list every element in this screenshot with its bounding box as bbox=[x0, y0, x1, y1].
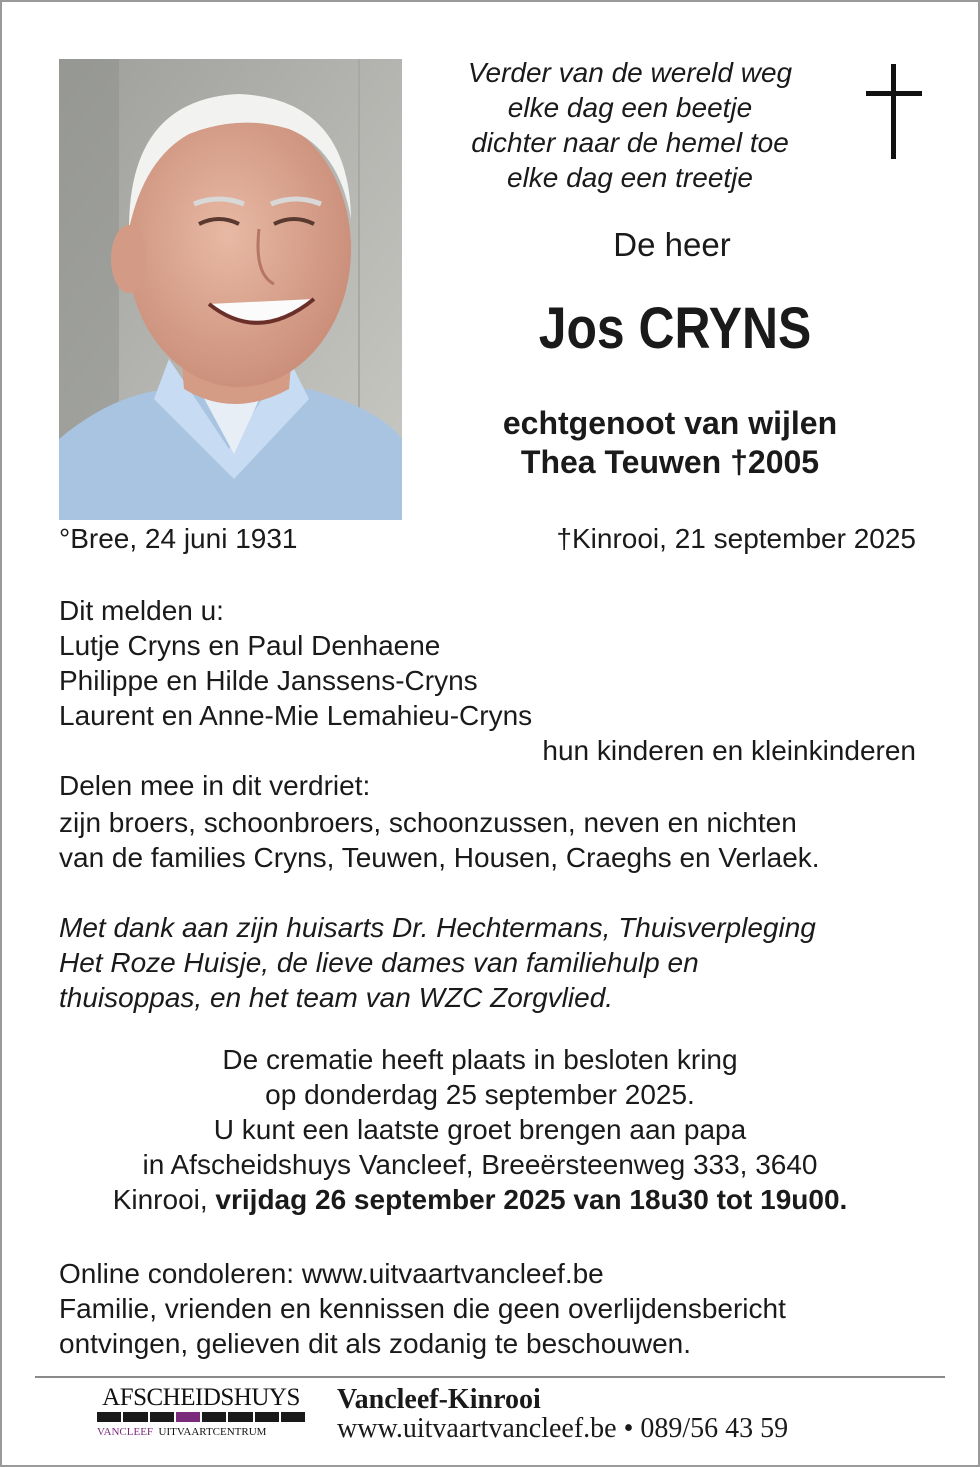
logo-subtitle bbox=[97, 1426, 305, 1438]
announcers-tail: hun kinderen en kleinkinderen bbox=[542, 735, 916, 766]
birth-date: °Bree, 24 juni 1931 bbox=[59, 523, 298, 554]
cremation-line: De crematie heeft plaats in besloten kring bbox=[222, 1044, 738, 1075]
footer-contact: www.uitvaartvancleef.be • 089/56 43 59 bbox=[337, 1413, 789, 1444]
cremation-line: op donderdag 25 september 2025. bbox=[265, 1079, 695, 1110]
online-line: ontvingen, gelieven dit als zodanig te beschouwen. bbox=[59, 1328, 691, 1359]
announcer-line: Laurent en Anne-Mie Lemahieu-Cryns bbox=[59, 700, 533, 731]
announcer-line: Lutje Cryns en Paul Denhaene bbox=[59, 630, 441, 661]
cremation-line: U kunt een laatste groet brengen aan papa bbox=[213, 1114, 747, 1145]
grief-intro: Delen mee in dit verdriet: bbox=[59, 770, 371, 801]
online-info bbox=[59, 1256, 786, 1361]
spouse-line: echtgenoot van wijlen bbox=[502, 405, 838, 441]
thanks-line: Het Roze Huisje, de lieve dames van familiehulp en bbox=[59, 947, 699, 978]
online-line: Familie, vrienden en kennissen die geen overlijdensbericht bbox=[59, 1293, 786, 1324]
cremation-place: Kinrooi, bbox=[112, 1184, 216, 1215]
thanks-line: Met dank aan zijn huisarts Dr. Hechtermans, Thuisverpleging bbox=[59, 912, 816, 943]
spouse-info bbox=[440, 404, 900, 482]
funeral-home-logo bbox=[97, 1384, 305, 1446]
cremation-info bbox=[40, 1042, 920, 1217]
poem-line: elke dag een treetje bbox=[507, 162, 753, 193]
honorific: De heer bbox=[613, 226, 731, 263]
thanks-line: thuisoppas, en het team van WZC Zorgvlied. bbox=[59, 982, 614, 1013]
online-line: Online condoleren: www.uitvaartvancleef.be bbox=[59, 1258, 604, 1289]
poem-line: elke dag een beetje bbox=[507, 92, 753, 123]
logo-bar bbox=[97, 1412, 305, 1422]
footer-divider bbox=[35, 1376, 945, 1378]
visitation-time: vrijdag 26 september 2025 van 18u30 tot 19u00. bbox=[215, 1184, 848, 1215]
cremation-line-last bbox=[40, 1182, 920, 1217]
spouse-line: Thea Teuwen †2005 bbox=[520, 444, 820, 480]
announcers-intro: Dit melden u: bbox=[59, 595, 224, 626]
grief-line: van de families Cryns, Teuwen, Housen, Craeghs en Verlaek. bbox=[59, 842, 820, 873]
portrait-photo bbox=[59, 59, 402, 520]
thanks-paragraph bbox=[59, 910, 816, 1015]
poem-line: Verder van de wereld weg bbox=[467, 57, 793, 88]
grief-line: zijn broers, schoonbroers, schoonzussen, neven en nichten bbox=[59, 807, 797, 838]
deceased-name: Jos CRYNS bbox=[538, 296, 812, 361]
cremation-line: in Afscheidshuys Vancleef, Breeërsteenweg 333, 3640 bbox=[142, 1149, 818, 1180]
logo-title: AFSCHEIDSHUYS bbox=[102, 1384, 300, 1411]
announcer-line: Philippe en Hilde Janssens-Cryns bbox=[59, 665, 478, 696]
cross-icon bbox=[866, 64, 922, 159]
footer-title: Vancleef-Kinrooi bbox=[337, 1384, 541, 1415]
logo-sub-right: UITVAARTCENTRUM bbox=[158, 1426, 267, 1438]
poem bbox=[420, 55, 840, 195]
poem-line: dichter naar de hemel toe bbox=[471, 127, 789, 158]
death-date: †Kinrooi, 21 september 2025 bbox=[556, 523, 916, 554]
logo-sub-left: VANCLEEF bbox=[97, 1426, 154, 1438]
